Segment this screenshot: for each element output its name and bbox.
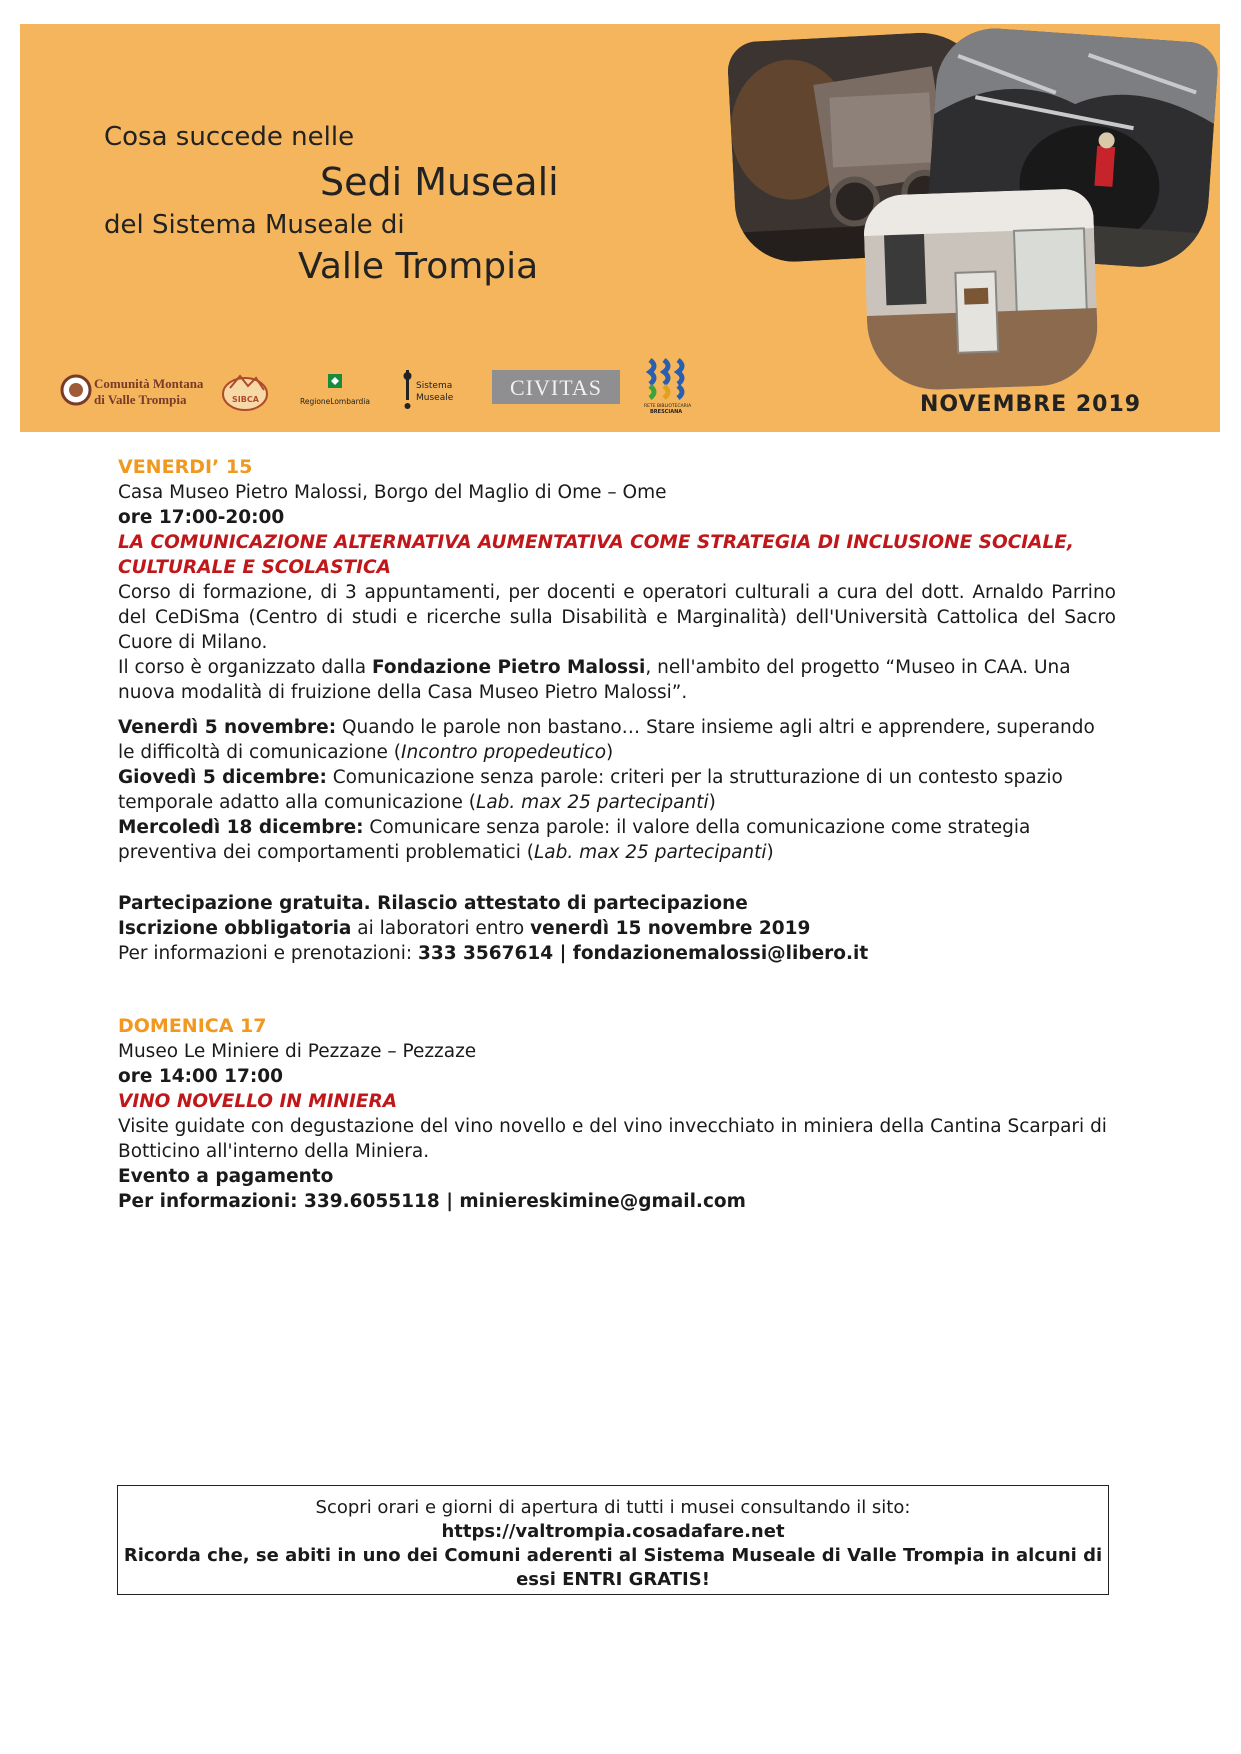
event2-time: ore 14:00 17:00: [118, 1066, 284, 1087]
event2-description: Visite guidate con degustazione del vino novello e del vino invecchiato in miniera della Cantina Scarpari di Botticino all'interno della Miniera.: [118, 1116, 1107, 1162]
event1-contact-link[interactable]: 333 3567614 | fondazionemalossi@libero.it: [417, 943, 869, 964]
sistema-museale-logo: [400, 366, 470, 412]
session-item: Mercoledì 18 dicembre: Comunicare senza parole: il valore della comunicazione come strategia preventiva dei comportamenti problematici (Lab. max 25 partecipanti): [118, 817, 1031, 863]
footer-box: [117, 1485, 1109, 1595]
svg-text:RETE BIBLIOTECARIA: RETE BIBLIOTECARIA: [644, 404, 692, 409]
svg-text:Comunità Montana: Comunità Montana: [94, 376, 204, 391]
event1-title-line1: LA COMUNICAZIONE ALTERNATIVA AUMENTATIVA COME STRATEGIA DI INCLUSIONE SOCIALE,: [118, 532, 1074, 553]
svg-text:Sistema: Sistema: [416, 381, 453, 391]
svg-text:Museale: Museale: [416, 393, 454, 403]
month-label: NOVEMBRE 2019: [920, 392, 1142, 417]
event2-info: Per informazioni: 339.6055118 | miniereskimine@gmail.com: [118, 1191, 746, 1212]
event2-paid-note: Evento a pagamento: [118, 1166, 334, 1187]
event2-contact-link[interactable]: 339.6055118 | miniereskimine@gmail.com: [304, 1191, 746, 1212]
svg-text:SIBCA: SIBCA: [232, 395, 259, 404]
event1-free-note: Partecipazione gratuita. Rilascio attestato di partecipazione: [118, 893, 748, 914]
event1-description: Corso di formazione, di 3 appuntamenti, per docenti e operatori culturali a cura del dott. Arnaldo Parrino del CeDiSma (Centro di studi e ricerche sulla Disabilità e Marginalità) dell'Università Cattolica del Sacro Cuore di Milano.: [118, 582, 1116, 653]
header-banner: [20, 24, 1220, 432]
civitas-logo: [492, 370, 620, 404]
event1-title-line2: CULTURALE E SCOLASTICA: [118, 557, 391, 578]
events-content: [118, 455, 1116, 1214]
session-item: Venerdì 5 novembre: Quando le parole non bastano… Stare insieme agli altri e apprendere, superando le difficoltà di comunicazione (Incontro propedeutico): [118, 717, 1095, 763]
header-line-3: del Sistema Museale di: [104, 210, 405, 240]
event1-organized: Il corso è organizzato dalla Fondazione Pietro Malossi, nell'ambito del progetto “Museo in CAA. Una nuova modalità di fruizione della Casa Museo Pietro Malossi”.: [118, 657, 1071, 703]
svg-text:di Valle Trompia: di Valle Trompia: [94, 392, 187, 407]
event2-title: VINO NOVELLO IN MINIERA: [118, 1091, 398, 1112]
event2-day: DOMENICA 17: [118, 1015, 267, 1037]
event1-time: ore 17:00-20:00: [118, 507, 285, 528]
regione-lombardia-logo: [300, 372, 380, 412]
museum-interior-photo: [863, 188, 1100, 392]
sibca-logo: [220, 368, 270, 414]
footer-line-1: Scopri orari e giorni di apertura di tutti i musei consultando il sito:: [315, 1497, 911, 1518]
event1-info: Per informazioni e prenotazioni: 333 3567614 | fondazionemalossi@libero.it: [118, 943, 869, 964]
svg-text:CIVITAS: CIVITAS: [509, 375, 603, 400]
header-line-1: Cosa succede nelle: [104, 122, 355, 152]
header-line-4: Valle Trompia: [298, 246, 539, 287]
event1-place: Casa Museo Pietro Malossi, Borgo del Maglio di Ome – Ome: [118, 482, 667, 503]
header-line-2: Sedi Museali: [320, 160, 559, 204]
event1-day: VENERDI’ 15: [118, 456, 253, 478]
svg-text:BRESCIANA: BRESCIANA: [650, 409, 683, 415]
svg-text:RegioneLombardia: RegioneLombardia: [300, 397, 370, 406]
rete-bibliotecaria-logo: [640, 356, 700, 416]
footer-url-link[interactable]: https://valtrompia.cosadafare.net: [441, 1521, 785, 1542]
session-item: Giovedì 5 dicembre: Comunicazione senza parole: criteri per la strutturazione di un contesto spazio temporale adatto alla comunicazione (Lab. max 25 partecipanti): [118, 767, 1063, 813]
event1-signup: Iscrizione obbligatoria ai laboratori entro venerdì 15 novembre 2019: [118, 918, 811, 939]
footer-free-entry-note: Ricorda che, se abiti in uno dei Comuni aderenti al Sistema Museale di Valle Trompia in alcuni di essi ENTRI GRATIS!: [123, 1545, 1103, 1590]
comunita-montana-logo: [60, 368, 210, 412]
event2-place: Museo Le Miniere di Pezzaze – Pezzaze: [118, 1041, 477, 1062]
partner-logos: [60, 364, 710, 420]
